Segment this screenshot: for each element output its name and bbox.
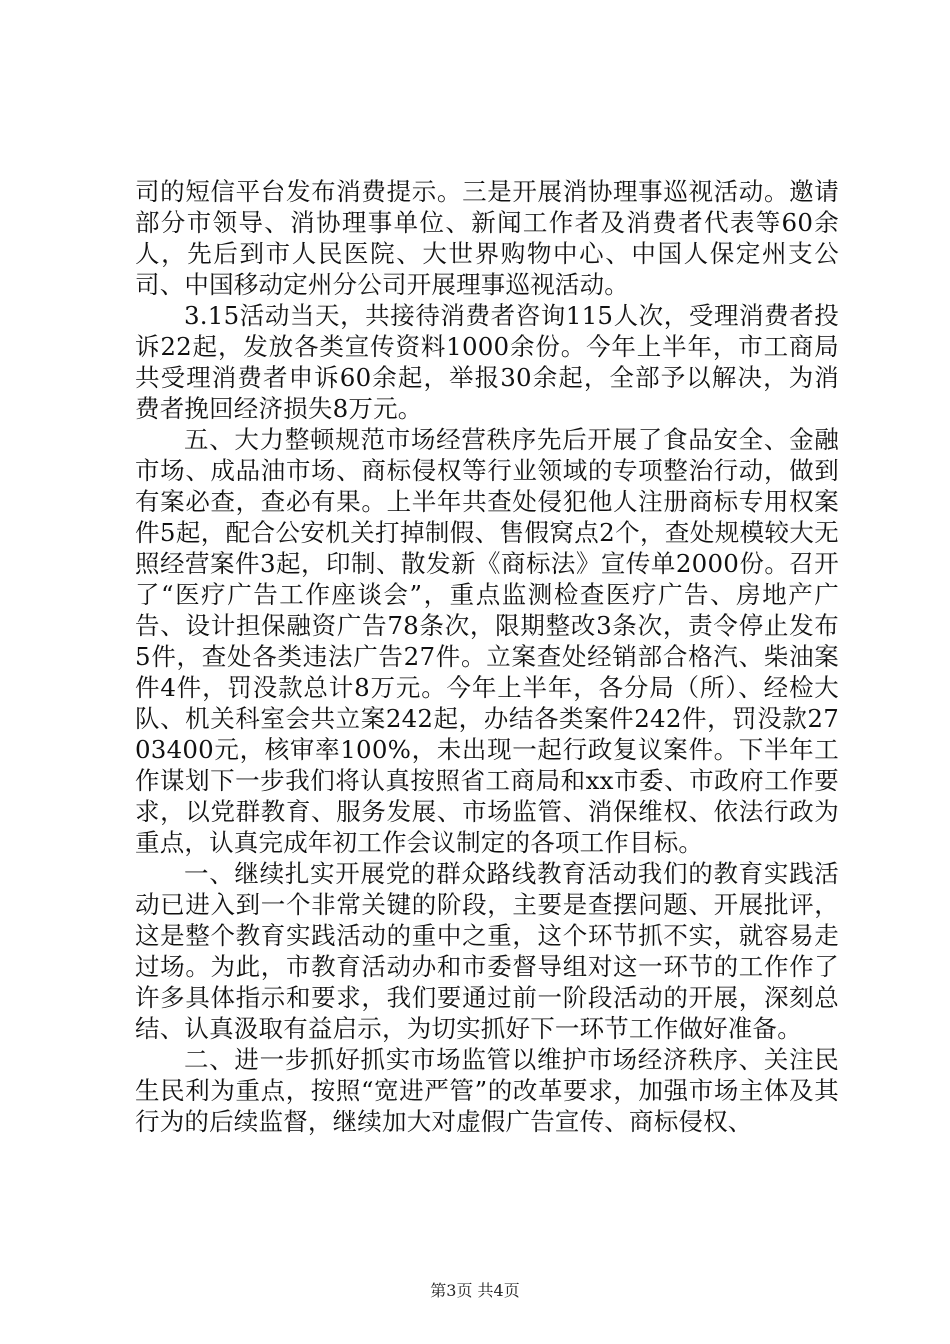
paragraph-2: 3.15活动当天，共接待消费者咨询115人次，受理消费者投诉22起，发放各类宣传资料1000余份。今年上半年，市工商局共受理消费者申诉60余起，举报30余起，全部予以解决，为消费者挽回经济损失8万元。 xyxy=(135,301,839,423)
paragraph-5: 二、进一步抓好抓实市场监管以维护市场经济秩序、关注民生民利为重点，按照“宽进严管”的改革要求，加强市场主体及其行为的后续监督，继续加大对虚假广告宣传、商标侵权、 xyxy=(135,1045,839,1136)
body-text xyxy=(135,176,839,1137)
page-footer xyxy=(0,1281,950,1301)
paragraph-3: 五、大力整顿规范市场经营秩序先后开展了食品安全、金融市场、成品油市场、商标侵权等行业领域的专项整治行动，做到有案必查，查必有果。上半年共查处侵犯他人注册商标专用权案件5起，配合公安机关打掉制假、售假窝点2个，查处规模较大无照经营案件3起，印制、散发新《商标法》宣传单2000份。召开了“医疗广告工作座谈会”，重点监测检查医疗广告、房地产广告、设计担保融资广告78条次，限期整改3条次，责令停止发布5件，查处各类违法广告27件。立案查处经销部合格汽、柴油案件4件，罚没款总计8万元。今年上半年，各分局（所）、经检大队、机关科室会共立案242起，办结各类案件242件，罚没款2703400元，核审率100%，未出现一起行政复议案件。下半年工作谋划下一步我们将认真按照省工商局和xx市委、市政府工作要求，以党群教育、服务发展、市场监管、消保维权、依法行政为重点，认真完成年初工作会议制定的各项工作目标。 xyxy=(135,425,839,857)
page-number-label: 第3页 共4页 xyxy=(430,1281,520,1300)
paragraph-1: 司的短信平台发布消费提示。三是开展消协理事巡视活动。邀请部分市领导、消协理事单位、新闻工作者及消费者代表等60余人，先后到市人民医院、大世界购物中心、中国人保定州支公司、中国移动定州分公司开展理事巡视活动。 xyxy=(135,177,839,299)
paragraph-4: 一、继续扎实开展党的群众路线教育活动我们的教育实践活动已进入到一个非常关键的阶段，主要是查摆问题、开展批评，这是整个教育实践活动的重中之重，这个环节抓不实，就容易走过场。为此，市教育活动办和市委督导组对这一环节的工作作了许多具体指示和要求，我们要通过前一阶段活动的开展，深刻总结、认真汲取有益启示，为切实抓好下一环节工作做好准备。 xyxy=(135,859,839,1043)
